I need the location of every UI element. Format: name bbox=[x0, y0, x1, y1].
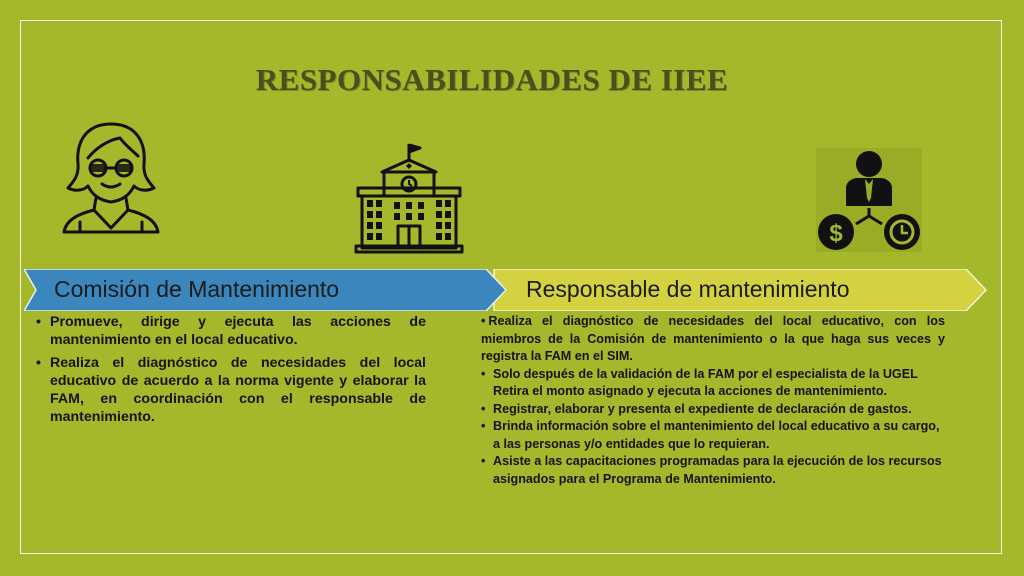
manager-money-time-icon bbox=[816, 148, 922, 252]
list-item: • Brinda información sobre el mantenimiento del local educativo a su cargo, a las personas y/o entidades que lo requieran. bbox=[481, 418, 945, 453]
list-item: • Realiza el diagnóstico de necesidades del local educativo, con los miembros de la Comisión de mantenimiento o la que haga sus veces y registra la FAM en el SIM. bbox=[481, 313, 945, 366]
school-building-icon bbox=[354, 142, 464, 254]
tab-responsable-label: Responsable de mantenimiento bbox=[526, 276, 850, 302]
tab-comision-label: Comisión de Mantenimiento bbox=[54, 276, 340, 302]
responsable-responsibilities bbox=[481, 313, 945, 488]
slide-title: RESPONSABILIDADES DE IIEE bbox=[255, 62, 729, 97]
list-item: • Solo después de la validación de la FAM por el especialista de la UGEL Retira el monto asignado y ejecuta la acciones de mantenimiento. bbox=[481, 366, 945, 401]
list-item: • Registrar, elaborar y presenta el expediente de declaración de gastos. bbox=[481, 401, 945, 419]
svg-text:$: $ bbox=[829, 220, 843, 247]
woman-with-glasses-icon bbox=[58, 118, 164, 236]
list-item: • Realiza el diagnóstico de necesidades del local educativo de acuerdo a la norma vigente y elaborar la FAM, en coordinación con el responsable de mantenimiento. bbox=[36, 354, 426, 426]
list-item: • Promueve, dirige y ejecuta las acciones de mantenimiento en el local educativo. bbox=[36, 313, 426, 349]
list-item: • Asiste a las capacitaciones programadas para la ejecución de los recursos asignados para el Programa de Mantenimiento. bbox=[481, 453, 945, 488]
comision-responsibilities bbox=[36, 313, 426, 431]
